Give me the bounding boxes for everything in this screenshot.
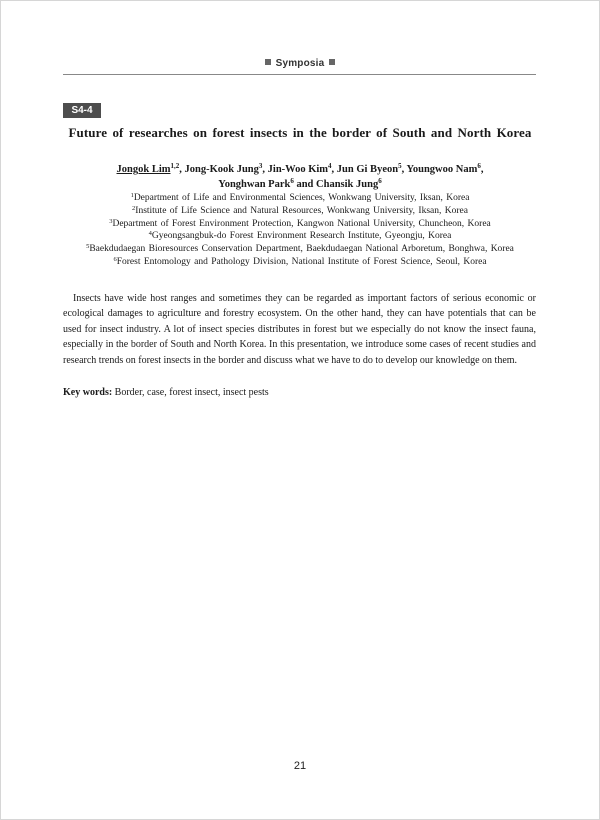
affiliation — [50, 218, 550, 231]
author-name-presenter: Jongok Lim — [116, 164, 171, 175]
author-affil-sup: 1,2 — [170, 162, 180, 170]
author — [185, 164, 268, 175]
author-affil-sup: 6 — [477, 162, 481, 170]
affiliation-number: 4 — [148, 230, 152, 238]
header-divider — [63, 74, 536, 75]
affiliation-text: Forest Entomology and Pathology Division, National Institute of Forest Science, Seoul, Korea — [116, 256, 487, 267]
affiliation — [50, 230, 550, 243]
author-separator: , — [262, 164, 268, 175]
author-affil-sup: 3 — [258, 162, 263, 170]
affiliation-text: Gyeongsangbuk-do Forest Environment Research Institute, Gyeongju, Korea — [151, 231, 452, 242]
affiliation-number: 6 — [113, 255, 117, 263]
page-number: 21 — [293, 760, 307, 772]
author-name: Jin-Woo Kim — [267, 164, 329, 175]
author-affil-sup: 6 — [378, 177, 382, 185]
author-separator: and — [293, 179, 317, 190]
author — [316, 179, 382, 190]
affiliation — [50, 205, 550, 218]
author-affil-sup: 6 — [290, 177, 294, 185]
affiliation-text: Department of Life and Environmental Sciences, Wonkwang University, Iksan, Korea — [133, 193, 470, 203]
author — [218, 179, 316, 190]
square-bullet-icon — [329, 59, 335, 65]
author-affil-sup: 5 — [398, 162, 402, 170]
author — [406, 164, 483, 175]
author-affil-sup: 4 — [328, 162, 332, 170]
paper-title: Future of researches on forest insects in the border of South and North Korea — [68, 125, 532, 140]
affiliation-number: 1 — [130, 192, 134, 199]
section-label: Symposia — [275, 58, 325, 69]
affiliation — [50, 243, 550, 256]
square-bullet-icon — [265, 59, 271, 65]
author — [268, 164, 337, 175]
author-name: Chansik Jung — [316, 179, 379, 190]
author-name: Yonghwan Park — [218, 179, 291, 190]
affiliation-number: 5 — [86, 243, 90, 251]
author-separator: , — [480, 164, 484, 175]
author — [337, 164, 407, 175]
affiliation — [50, 256, 550, 269]
author-list — [60, 162, 540, 192]
affiliation-number: 2 — [132, 204, 136, 212]
keywords-value: Border, case, forest insect, insect pests — [114, 387, 269, 398]
author-name: Jong-Kook Jung — [184, 164, 259, 175]
author-separator: , — [331, 164, 337, 175]
author-name: Jun Gi Byeon — [336, 164, 399, 175]
running-header — [0, 58, 600, 69]
affiliation-text: Baekdudaegan Bioresources Conservation Department, Baekdudaegan National Arboretum, Bonghwa, Korea — [89, 244, 514, 255]
affiliation-list — [50, 192, 550, 269]
author — [117, 164, 185, 175]
author-separator: , — [401, 164, 407, 175]
keywords-label: Key words: — [63, 387, 113, 398]
abstract-body: Insects have wide host ranges and sometimes they can be regarded as important factors of serious economic or ecological damages to agriculture and forestry ecosystem. On the other hand, they can have potentials that can be used for insect industry. A lot of insect species distributes in forest but we especially do not know the insect fauna, especially in the border of South and North Korea. In this presentation, we introduce some cases of recent studies and research trends on forest insects in the border and discuss what we have to do to develop our knowledge on them. — [63, 293, 536, 366]
affiliation-text: Institute of Life Science and Natural Resources, Wonkwang University, Iksan, Korea — [135, 205, 468, 216]
affiliation — [50, 192, 550, 205]
keywords — [63, 386, 536, 400]
affiliation-number: 3 — [109, 217, 113, 225]
author-name: Youngwoo Nam — [406, 164, 478, 175]
session-tag: S4-4 — [63, 103, 101, 118]
author-separator: , — [179, 164, 185, 175]
affiliation-text: Department of Forest Environment Protection, Kangwon National University, Chuncheon, Korea — [112, 218, 491, 229]
